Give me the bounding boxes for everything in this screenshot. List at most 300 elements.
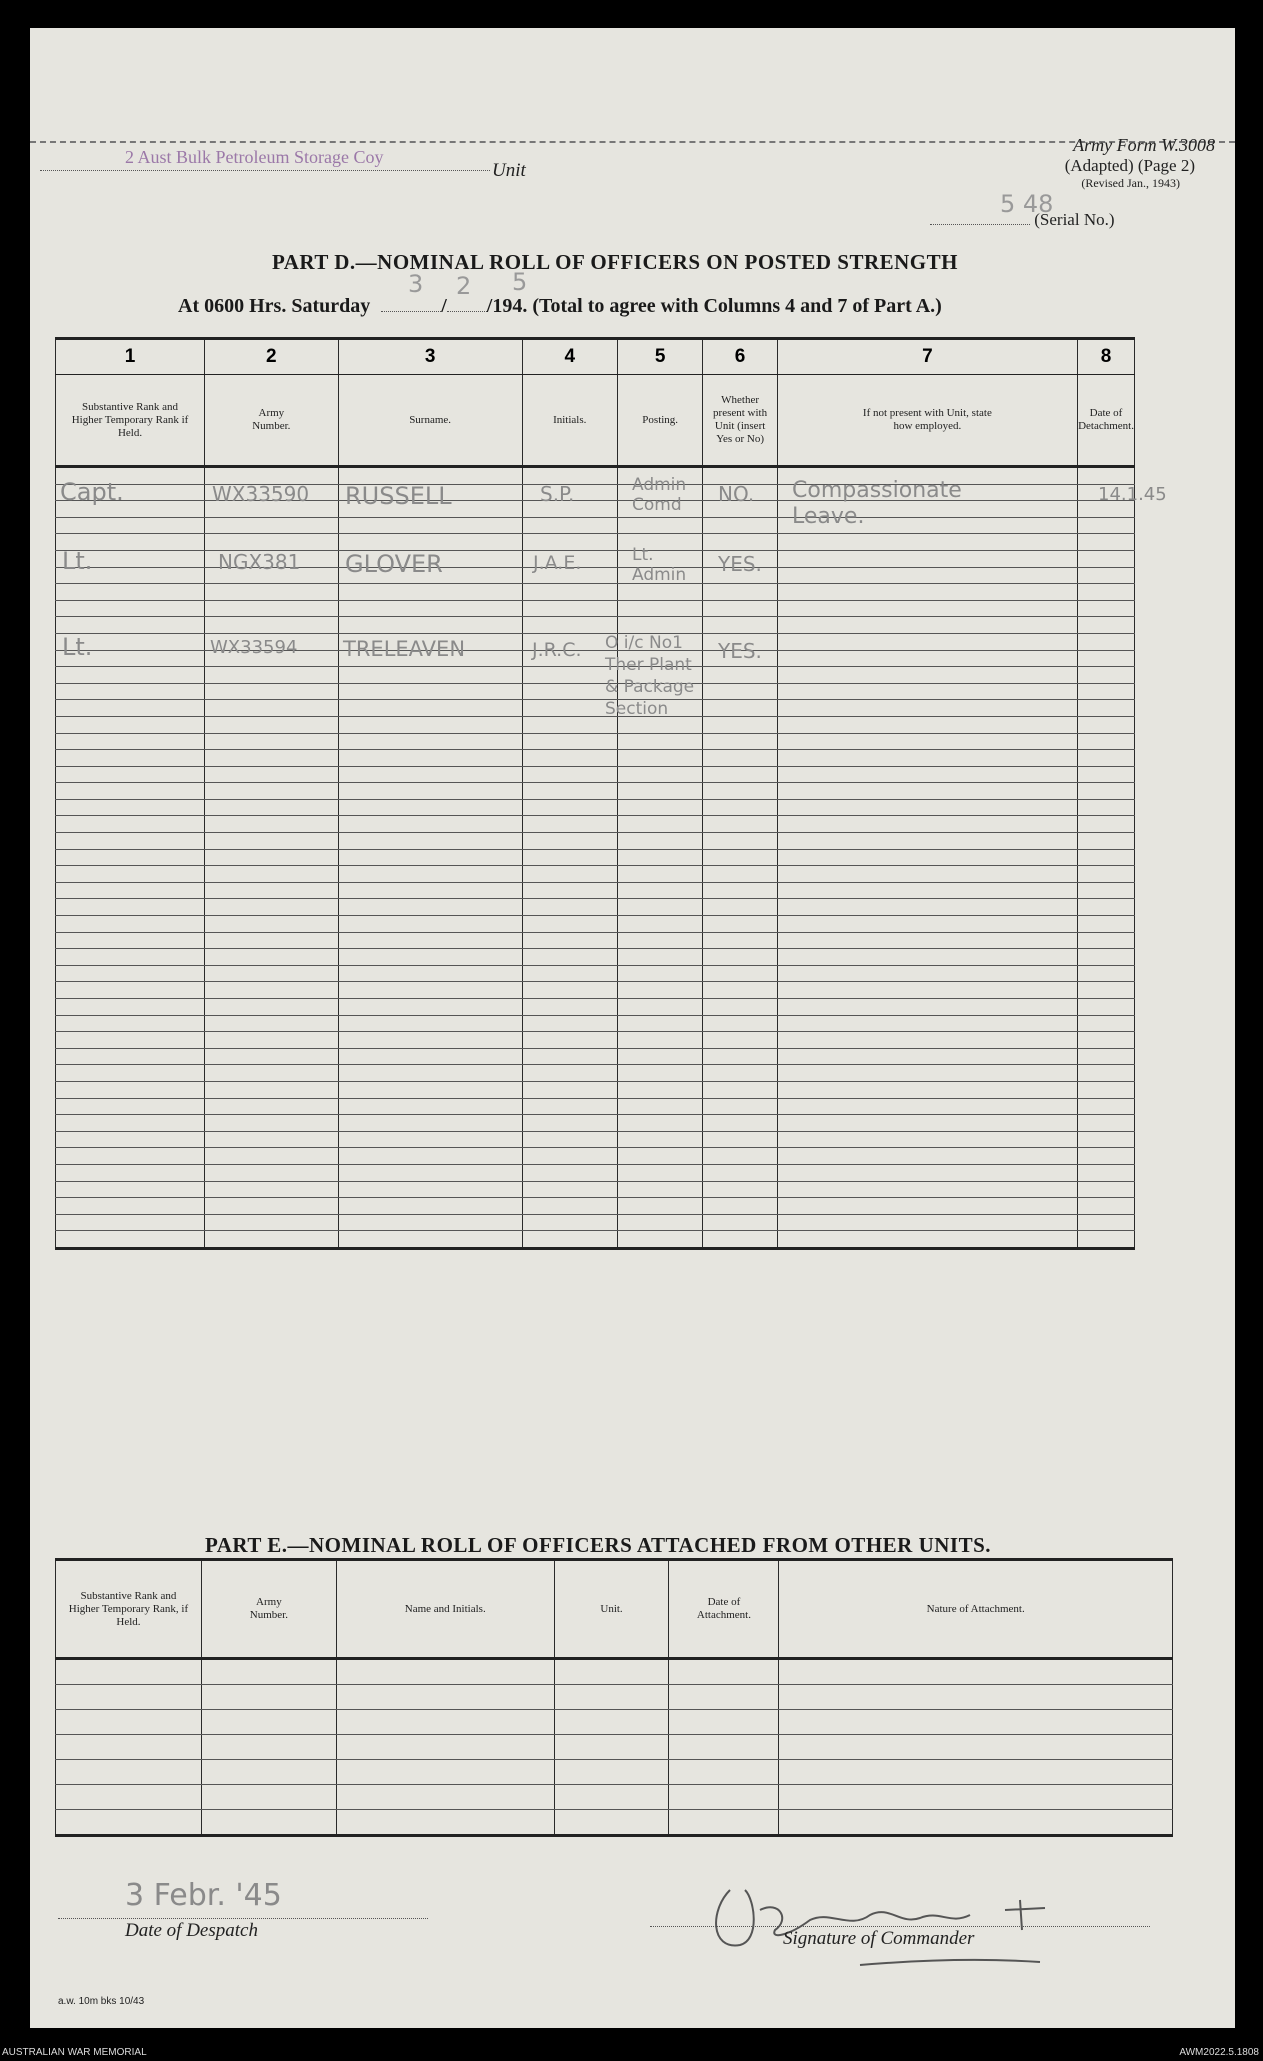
table-cell bbox=[617, 1131, 703, 1148]
table-cell bbox=[777, 683, 1077, 700]
table-cell bbox=[703, 584, 777, 601]
entry-1-initials: S.P. bbox=[540, 482, 575, 506]
table-row bbox=[56, 833, 1135, 850]
table-row bbox=[56, 1015, 1135, 1032]
table-cell bbox=[617, 882, 703, 899]
table-cell bbox=[554, 1760, 669, 1785]
despatch-label: Date of Despatch bbox=[125, 1920, 258, 1941]
table-cell bbox=[777, 882, 1077, 899]
table-cell bbox=[1078, 567, 1135, 584]
table-cell bbox=[338, 949, 522, 966]
table-cell bbox=[1078, 683, 1135, 700]
table-cell bbox=[338, 766, 522, 783]
at-date-line: At 0600 Hrs. Saturday / /194. (Total to agree with Columns 4 and 7 of Part A.) bbox=[178, 295, 942, 317]
part-e-table bbox=[55, 1558, 1173, 1837]
table-cell bbox=[205, 700, 339, 717]
table-row bbox=[56, 733, 1135, 750]
table-cell bbox=[56, 700, 205, 717]
table-cell bbox=[617, 1081, 703, 1098]
table-cell bbox=[205, 534, 339, 551]
entry-2-surname: GLOVER bbox=[345, 550, 443, 578]
table-cell bbox=[338, 1231, 522, 1249]
table-cell bbox=[703, 766, 777, 783]
table-cell bbox=[703, 932, 777, 949]
column-number: 8 bbox=[1078, 339, 1135, 375]
table-cell bbox=[703, 1115, 777, 1132]
table-cell bbox=[336, 1735, 554, 1760]
table-cell bbox=[205, 750, 339, 767]
table-cell bbox=[779, 1659, 1173, 1685]
table-cell bbox=[205, 899, 339, 916]
table-cell bbox=[338, 1198, 522, 1215]
table-cell bbox=[617, 932, 703, 949]
table-cell bbox=[777, 750, 1077, 767]
table-cell bbox=[522, 849, 617, 866]
table-cell bbox=[1078, 1081, 1135, 1098]
table-cell bbox=[617, 949, 703, 966]
table-row bbox=[56, 750, 1135, 767]
header-posting: Posting. bbox=[617, 375, 703, 467]
table-cell bbox=[777, 617, 1077, 634]
table-cell bbox=[1078, 1065, 1135, 1082]
header-attachment-nature: Nature of Attachment. bbox=[779, 1560, 1173, 1659]
table-cell bbox=[1078, 1148, 1135, 1165]
table-cell bbox=[1078, 584, 1135, 601]
table-cell bbox=[617, 584, 703, 601]
table-row bbox=[56, 1098, 1135, 1115]
table-cell bbox=[522, 1148, 617, 1165]
table-cell bbox=[205, 667, 339, 684]
table-cell bbox=[201, 1659, 336, 1685]
table-cell bbox=[1078, 1015, 1135, 1032]
table-cell bbox=[617, 816, 703, 833]
table-cell bbox=[1078, 766, 1135, 783]
table-cell bbox=[205, 999, 339, 1016]
table-cell bbox=[1078, 882, 1135, 899]
table-cell bbox=[338, 899, 522, 916]
table-row bbox=[56, 1710, 1173, 1735]
table-cell bbox=[522, 816, 617, 833]
despatch-dotted-line bbox=[58, 1918, 428, 1919]
table-cell bbox=[56, 799, 205, 816]
column-number: 3 bbox=[338, 339, 522, 375]
table-cell bbox=[777, 534, 1077, 551]
table-cell bbox=[522, 882, 617, 899]
unit-stamp: 2 Aust Bulk Petroleum Storage Coy bbox=[125, 147, 384, 167]
column-number: 5 bbox=[617, 339, 703, 375]
table-cell bbox=[338, 716, 522, 733]
table-cell bbox=[205, 1115, 339, 1132]
table-cell bbox=[703, 750, 777, 767]
unit-label: Unit bbox=[492, 160, 526, 181]
table-cell bbox=[205, 882, 339, 899]
header-present: Whether present with Unit (insert Yes or No) bbox=[703, 375, 777, 467]
table-cell bbox=[56, 999, 205, 1016]
table-cell bbox=[617, 1065, 703, 1082]
table-cell bbox=[56, 866, 205, 883]
table-cell bbox=[554, 1685, 669, 1710]
date-year-handwritten: 5 bbox=[512, 268, 528, 296]
table-cell bbox=[338, 1131, 522, 1148]
table-cell bbox=[201, 1785, 336, 1810]
entry-2-initials: J.A.E. bbox=[533, 552, 582, 574]
table-cell bbox=[338, 799, 522, 816]
table-row bbox=[56, 1659, 1173, 1685]
table-cell bbox=[338, 882, 522, 899]
header-army-number: Army Number. bbox=[201, 1560, 336, 1659]
table-cell bbox=[201, 1735, 336, 1760]
table-cell bbox=[205, 1231, 339, 1249]
table-cell bbox=[554, 1810, 669, 1836]
table-cell bbox=[617, 766, 703, 783]
table-cell bbox=[56, 783, 205, 800]
serial-handwritten: 5 48 bbox=[1000, 190, 1054, 218]
table-cell bbox=[205, 600, 339, 617]
table-cell bbox=[338, 750, 522, 767]
header-initials: Initials. bbox=[522, 375, 617, 467]
table-cell bbox=[703, 667, 777, 684]
table-cell bbox=[703, 1065, 777, 1082]
archive-label-left: AUSTRALIAN WAR MEMORIAL bbox=[2, 2047, 147, 2058]
table-cell bbox=[56, 1164, 205, 1181]
table-cell bbox=[56, 1048, 205, 1065]
table-cell bbox=[338, 816, 522, 833]
table-row bbox=[56, 999, 1135, 1016]
table-cell bbox=[522, 534, 617, 551]
table-cell bbox=[522, 617, 617, 634]
table-cell bbox=[56, 1231, 205, 1249]
table-cell bbox=[1078, 783, 1135, 800]
table-cell bbox=[777, 999, 1077, 1016]
table-cell bbox=[522, 1048, 617, 1065]
at-prefix: At 0600 Hrs. Saturday bbox=[178, 295, 371, 317]
table-cell bbox=[56, 600, 205, 617]
table-cell bbox=[336, 1710, 554, 1735]
table-cell bbox=[779, 1810, 1173, 1836]
table-cell bbox=[56, 617, 205, 634]
table-cell bbox=[1078, 799, 1135, 816]
table-cell bbox=[617, 1231, 703, 1249]
table-cell bbox=[703, 849, 777, 866]
table-row bbox=[56, 667, 1135, 684]
table-cell bbox=[703, 1231, 777, 1249]
table-cell bbox=[1078, 1198, 1135, 1215]
table-cell bbox=[205, 1198, 339, 1215]
table-row bbox=[56, 866, 1135, 883]
table-cell bbox=[1078, 1231, 1135, 1249]
table-cell bbox=[205, 733, 339, 750]
table-cell bbox=[777, 1032, 1077, 1049]
table-cell bbox=[56, 932, 205, 949]
table-cell bbox=[777, 799, 1077, 816]
table-cell bbox=[703, 517, 777, 534]
header-unit: Unit. bbox=[554, 1560, 669, 1659]
table-row bbox=[56, 1685, 1173, 1710]
table-cell bbox=[1078, 617, 1135, 634]
entry-1-present: NO. bbox=[718, 482, 755, 506]
table-cell bbox=[56, 1081, 205, 1098]
table-cell bbox=[669, 1685, 779, 1710]
table-cell bbox=[56, 816, 205, 833]
table-cell bbox=[703, 683, 777, 700]
column-number: 2 bbox=[205, 339, 339, 375]
table-row bbox=[56, 1760, 1173, 1785]
header-rank: Substantive Rank and Higher Temporary Rank, if Held. bbox=[56, 1560, 202, 1659]
table-cell bbox=[205, 1015, 339, 1032]
entry-1-employment: Compassionate Leave. bbox=[792, 478, 962, 529]
table-cell bbox=[1078, 849, 1135, 866]
table-cell bbox=[205, 916, 339, 933]
table-cell bbox=[1078, 467, 1135, 485]
table-cell bbox=[336, 1810, 554, 1836]
table-cell bbox=[205, 799, 339, 816]
table-cell bbox=[777, 1181, 1077, 1198]
table-cell bbox=[617, 733, 703, 750]
entry-2-posting: Lt. Admin bbox=[632, 545, 687, 585]
table-cell bbox=[777, 899, 1077, 916]
table-cell bbox=[338, 584, 522, 601]
table-cell bbox=[205, 1148, 339, 1165]
army-form-number: Army Form W.3008 bbox=[1073, 135, 1215, 155]
table-cell bbox=[56, 716, 205, 733]
table-cell bbox=[338, 1032, 522, 1049]
table-cell bbox=[338, 667, 522, 684]
header-name-initials: Name and Initials. bbox=[336, 1560, 554, 1659]
table-cell bbox=[56, 1760, 202, 1785]
table-cell bbox=[1078, 667, 1135, 684]
table-cell bbox=[1078, 1032, 1135, 1049]
table-cell bbox=[669, 1659, 779, 1685]
table-cell bbox=[56, 733, 205, 750]
table-cell bbox=[779, 1760, 1173, 1785]
table-cell bbox=[777, 1164, 1077, 1181]
table-cell bbox=[201, 1685, 336, 1710]
table-cell bbox=[201, 1810, 336, 1836]
table-cell bbox=[56, 1098, 205, 1115]
unit-dotted-line bbox=[40, 170, 490, 171]
table-cell bbox=[205, 783, 339, 800]
table-row bbox=[56, 1148, 1135, 1165]
table-cell bbox=[617, 617, 703, 634]
table-cell bbox=[56, 1710, 202, 1735]
column-number: 7 bbox=[777, 339, 1077, 375]
table-cell bbox=[205, 1065, 339, 1082]
table-cell bbox=[338, 783, 522, 800]
table-cell bbox=[522, 1032, 617, 1049]
table-cell bbox=[777, 667, 1077, 684]
table-cell bbox=[1078, 932, 1135, 949]
table-cell bbox=[777, 1065, 1077, 1082]
table-cell bbox=[703, 700, 777, 717]
part-e-header-row bbox=[56, 1560, 1173, 1659]
table-cell bbox=[1078, 1214, 1135, 1231]
table-cell bbox=[779, 1735, 1173, 1760]
table-cell bbox=[56, 584, 205, 601]
table-cell bbox=[522, 866, 617, 883]
table-cell bbox=[56, 1198, 205, 1215]
table-cell bbox=[1078, 1115, 1135, 1132]
table-cell bbox=[338, 1115, 522, 1132]
table-cell bbox=[777, 866, 1077, 883]
table-cell bbox=[205, 1131, 339, 1148]
table-cell bbox=[205, 716, 339, 733]
table-row bbox=[56, 1735, 1173, 1760]
entry-1-detachment: 14.1.45 bbox=[1098, 484, 1167, 505]
table-cell bbox=[777, 816, 1077, 833]
table-cell bbox=[703, 899, 777, 916]
table-cell bbox=[205, 816, 339, 833]
header-army-number: Army Number. bbox=[205, 375, 339, 467]
table-cell bbox=[703, 982, 777, 999]
table-cell bbox=[617, 600, 703, 617]
table-cell bbox=[338, 982, 522, 999]
table-cell bbox=[522, 999, 617, 1016]
signature-dotted-line bbox=[650, 1926, 1150, 1927]
table-cell bbox=[1078, 1098, 1135, 1115]
table-row bbox=[56, 1065, 1135, 1082]
table-cell bbox=[777, 716, 1077, 733]
table-cell bbox=[617, 799, 703, 816]
table-cell bbox=[56, 1015, 205, 1032]
table-cell bbox=[56, 833, 205, 850]
table-cell bbox=[617, 999, 703, 1016]
at-year: /194 bbox=[486, 295, 523, 317]
table-cell bbox=[56, 1214, 205, 1231]
table-cell bbox=[56, 949, 205, 966]
table-cell bbox=[338, 617, 522, 634]
table-cell bbox=[777, 783, 1077, 800]
table-row bbox=[56, 584, 1135, 601]
table-cell bbox=[617, 1164, 703, 1181]
table-cell bbox=[522, 600, 617, 617]
table-cell bbox=[205, 1164, 339, 1181]
table-cell bbox=[201, 1760, 336, 1785]
entry-2-rank: Lt. bbox=[62, 547, 93, 575]
table-cell bbox=[1078, 899, 1135, 916]
table-cell bbox=[338, 916, 522, 933]
table-cell bbox=[617, 833, 703, 850]
table-cell bbox=[777, 849, 1077, 866]
table-cell bbox=[703, 1148, 777, 1165]
entry-3-present: YES. bbox=[718, 639, 762, 663]
table-cell bbox=[338, 600, 522, 617]
table-cell bbox=[1078, 816, 1135, 833]
table-cell bbox=[205, 1098, 339, 1115]
entry-1-rank: Capt. bbox=[60, 478, 124, 506]
table-cell bbox=[338, 1164, 522, 1181]
table-row bbox=[56, 1131, 1135, 1148]
table-cell bbox=[1078, 534, 1135, 551]
table-row bbox=[56, 683, 1135, 700]
table-cell bbox=[703, 1015, 777, 1032]
table-cell bbox=[1078, 965, 1135, 982]
table-row bbox=[56, 949, 1135, 966]
table-cell bbox=[1078, 517, 1135, 534]
table-cell bbox=[56, 1065, 205, 1082]
table-cell bbox=[522, 1164, 617, 1181]
table-cell bbox=[1078, 1164, 1135, 1181]
table-cell bbox=[777, 932, 1077, 949]
table-cell bbox=[617, 1015, 703, 1032]
column-number: 1 bbox=[56, 339, 205, 375]
table-cell bbox=[336, 1685, 554, 1710]
table-cell bbox=[338, 866, 522, 883]
table-cell bbox=[522, 1181, 617, 1198]
table-cell bbox=[703, 1032, 777, 1049]
column-number: 6 bbox=[703, 339, 777, 375]
table-cell bbox=[522, 1131, 617, 1148]
entry-3-army-number: WX33594 bbox=[210, 637, 298, 658]
table-cell bbox=[669, 1735, 779, 1760]
table-cell bbox=[1078, 999, 1135, 1016]
table-cell bbox=[205, 932, 339, 949]
table-cell bbox=[617, 899, 703, 916]
table-cell bbox=[56, 965, 205, 982]
table-cell bbox=[777, 1048, 1077, 1065]
table-cell bbox=[1078, 716, 1135, 733]
table-cell bbox=[777, 949, 1077, 966]
part-e-title: PART E.—NOMINAL ROLL OF OFFICERS ATTACHED FROM OTHER UNITS. bbox=[205, 1533, 992, 1557]
table-cell bbox=[338, 733, 522, 750]
table-cell bbox=[338, 1181, 522, 1198]
table-cell bbox=[777, 1081, 1077, 1098]
table-row bbox=[56, 965, 1135, 982]
table-cell bbox=[1078, 1131, 1135, 1148]
table-cell bbox=[703, 916, 777, 933]
table-cell bbox=[617, 1181, 703, 1198]
table-cell bbox=[1078, 916, 1135, 933]
table-cell bbox=[1078, 1181, 1135, 1198]
army-form-adapted: (Adapted) (Page 2) bbox=[1064, 156, 1195, 175]
table-cell bbox=[205, 517, 339, 534]
table-row bbox=[56, 1081, 1135, 1098]
table-row bbox=[56, 716, 1135, 733]
table-cell bbox=[522, 1115, 617, 1132]
table-cell bbox=[703, 733, 777, 750]
table-cell bbox=[703, 534, 777, 551]
table-cell bbox=[56, 1115, 205, 1132]
table-cell bbox=[205, 1214, 339, 1231]
archive-label-right: AWM2022.5.1808 bbox=[1179, 2047, 1259, 2058]
table-cell bbox=[1078, 833, 1135, 850]
serial-label: (Serial No.) bbox=[1034, 210, 1115, 229]
header-rank: Substantive Rank and Higher Temporary Rank if Held. bbox=[56, 375, 205, 467]
table-cell bbox=[338, 1214, 522, 1231]
table-row bbox=[56, 1032, 1135, 1049]
table-cell bbox=[777, 633, 1077, 650]
table-cell bbox=[703, 617, 777, 634]
table-cell bbox=[1078, 700, 1135, 717]
table-row bbox=[56, 916, 1135, 933]
table-cell bbox=[522, 899, 617, 916]
despatch-date-handwritten: 3 Febr. '45 bbox=[125, 1878, 282, 1913]
entry-1-posting: Admin Comd bbox=[632, 475, 687, 515]
table-cell bbox=[338, 700, 522, 717]
table-cell bbox=[522, 783, 617, 800]
table-row bbox=[56, 534, 1135, 551]
table-cell bbox=[56, 683, 205, 700]
table-cell bbox=[205, 766, 339, 783]
table-cell bbox=[56, 750, 205, 767]
table-cell bbox=[777, 600, 1077, 617]
table-cell bbox=[1078, 866, 1135, 883]
table-row bbox=[56, 882, 1135, 899]
print-code: a.w. 10m bks 10/43 bbox=[58, 1996, 145, 2007]
table-row bbox=[56, 1048, 1135, 1065]
table-cell bbox=[554, 1710, 669, 1735]
table-row bbox=[56, 982, 1135, 999]
entry-2-present: YES. bbox=[718, 552, 762, 576]
